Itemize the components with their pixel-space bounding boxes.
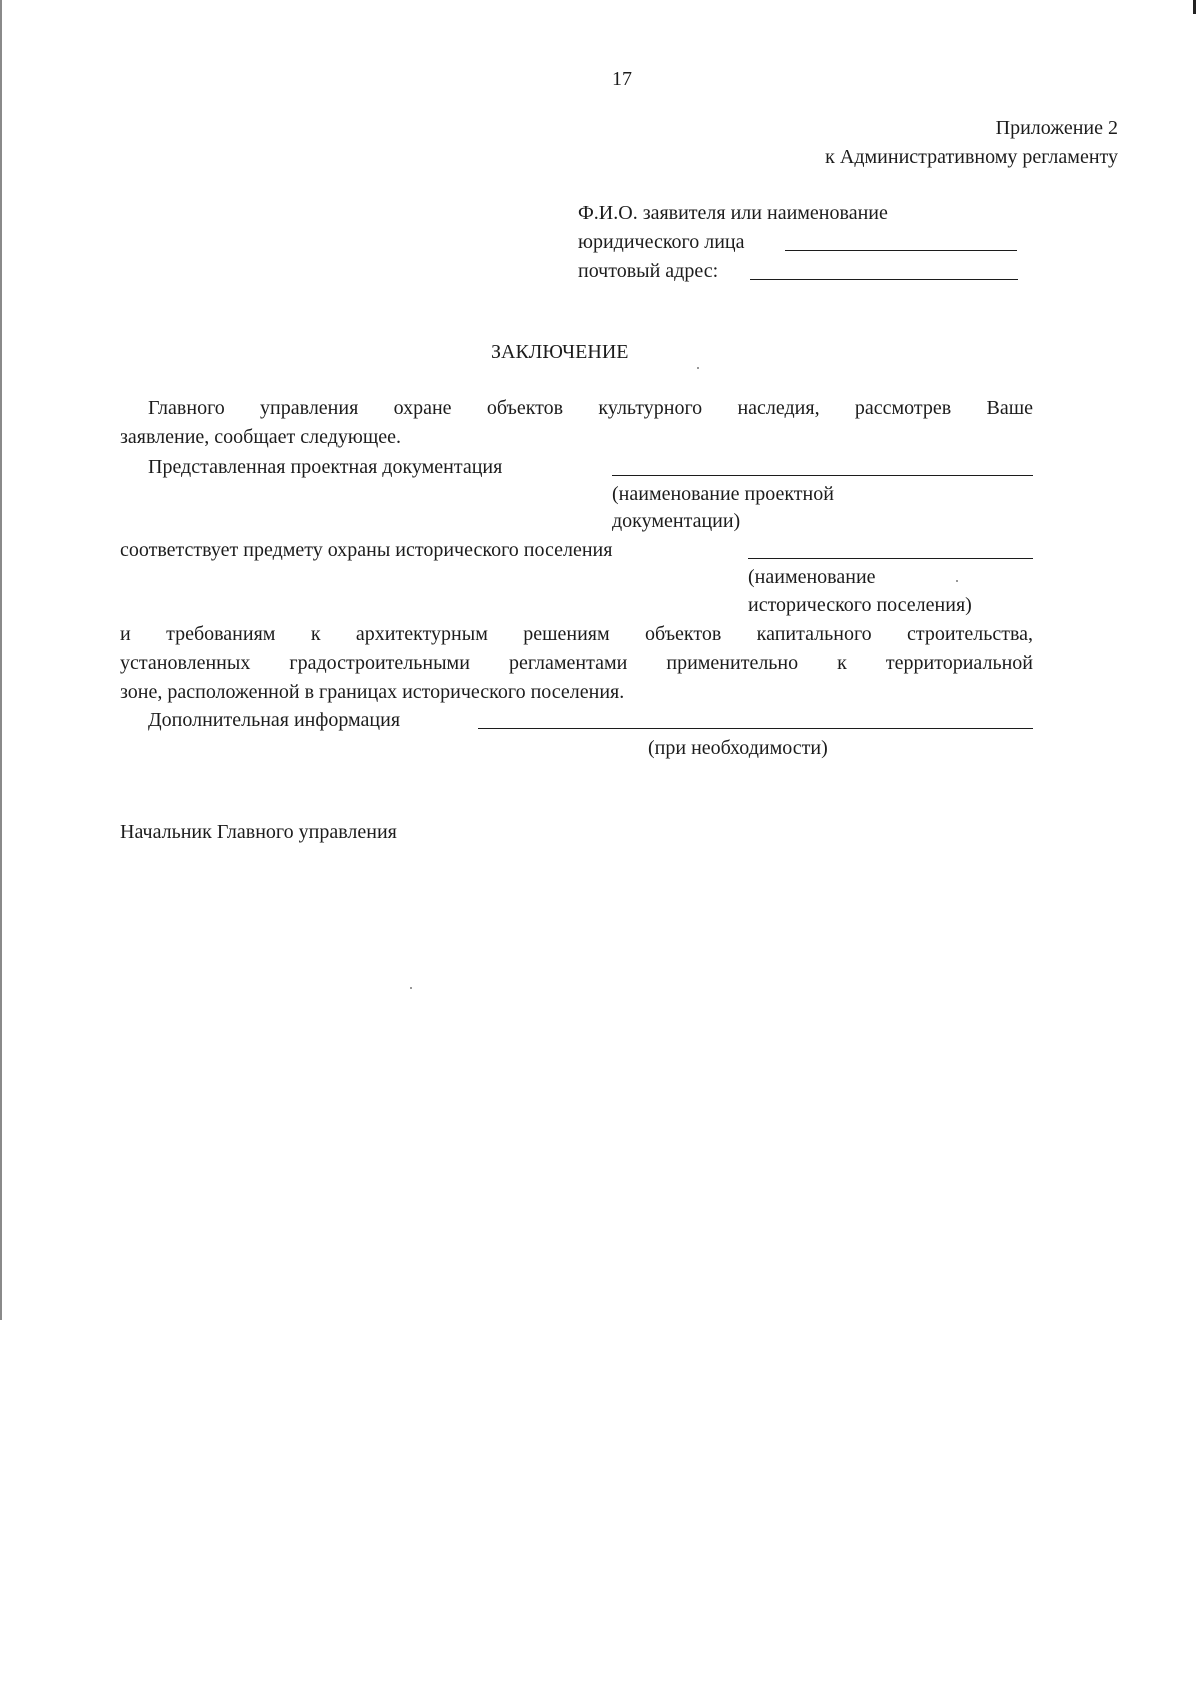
project-doc-hint-1: (наименование проектной — [612, 483, 834, 505]
compliance-label: соответствует предмету охраны исторического поселения — [120, 539, 613, 561]
settlement-hint-2: исторического поселения) — [748, 594, 972, 616]
addressee-line-2: юридического лица — [578, 231, 745, 253]
scan-speck — [956, 580, 958, 582]
addressee-line-3: почтовый адрес: — [578, 260, 719, 282]
requirements-line-1: и требованиям к архитектурным решениям объектов капитального строительства, — [120, 623, 1033, 645]
scan-margin-line — [0, 0, 2, 1320]
settlement-hint-1: (наименование — [748, 566, 876, 588]
project-doc-blank — [612, 475, 1033, 476]
additional-info-hint: (при необходимости) — [648, 737, 828, 759]
document-title: ЗАКЛЮЧЕНИЕ — [491, 341, 629, 363]
postal-address-blank — [750, 279, 1018, 280]
project-doc-hint-2: документации) — [612, 510, 741, 532]
page-number: 17 — [612, 68, 632, 90]
scan-speck — [697, 367, 699, 369]
requirements-line-3: зоне, расположенной в границах исторического поселения. — [120, 681, 625, 703]
legal-entity-blank — [785, 250, 1017, 251]
scan-speck — [410, 987, 412, 989]
additional-info-label: Дополнительная информация — [148, 709, 401, 731]
project-doc-label: Представленная проектная документация — [148, 456, 503, 478]
appendix-line-2: к Административному регламенту — [825, 146, 1118, 168]
appendix-line-1: Приложение 2 — [995, 117, 1118, 139]
requirements-line-2: установленных градостроительными регламентами применительно к территориальной — [120, 652, 1033, 674]
additional-info-blank — [478, 728, 1033, 729]
addressee-line-1: Ф.И.О. заявителя или наименование — [578, 202, 888, 224]
scan-corner-mark — [1193, 0, 1196, 14]
settlement-blank — [748, 558, 1033, 559]
intro-line-2: заявление, сообщает следующее. — [120, 426, 401, 448]
signature-title: Начальник Главного управления — [120, 821, 397, 843]
intro-line-1: Главного управления охране объектов культурного наследия, рассмотрев Ваше — [148, 397, 1033, 419]
